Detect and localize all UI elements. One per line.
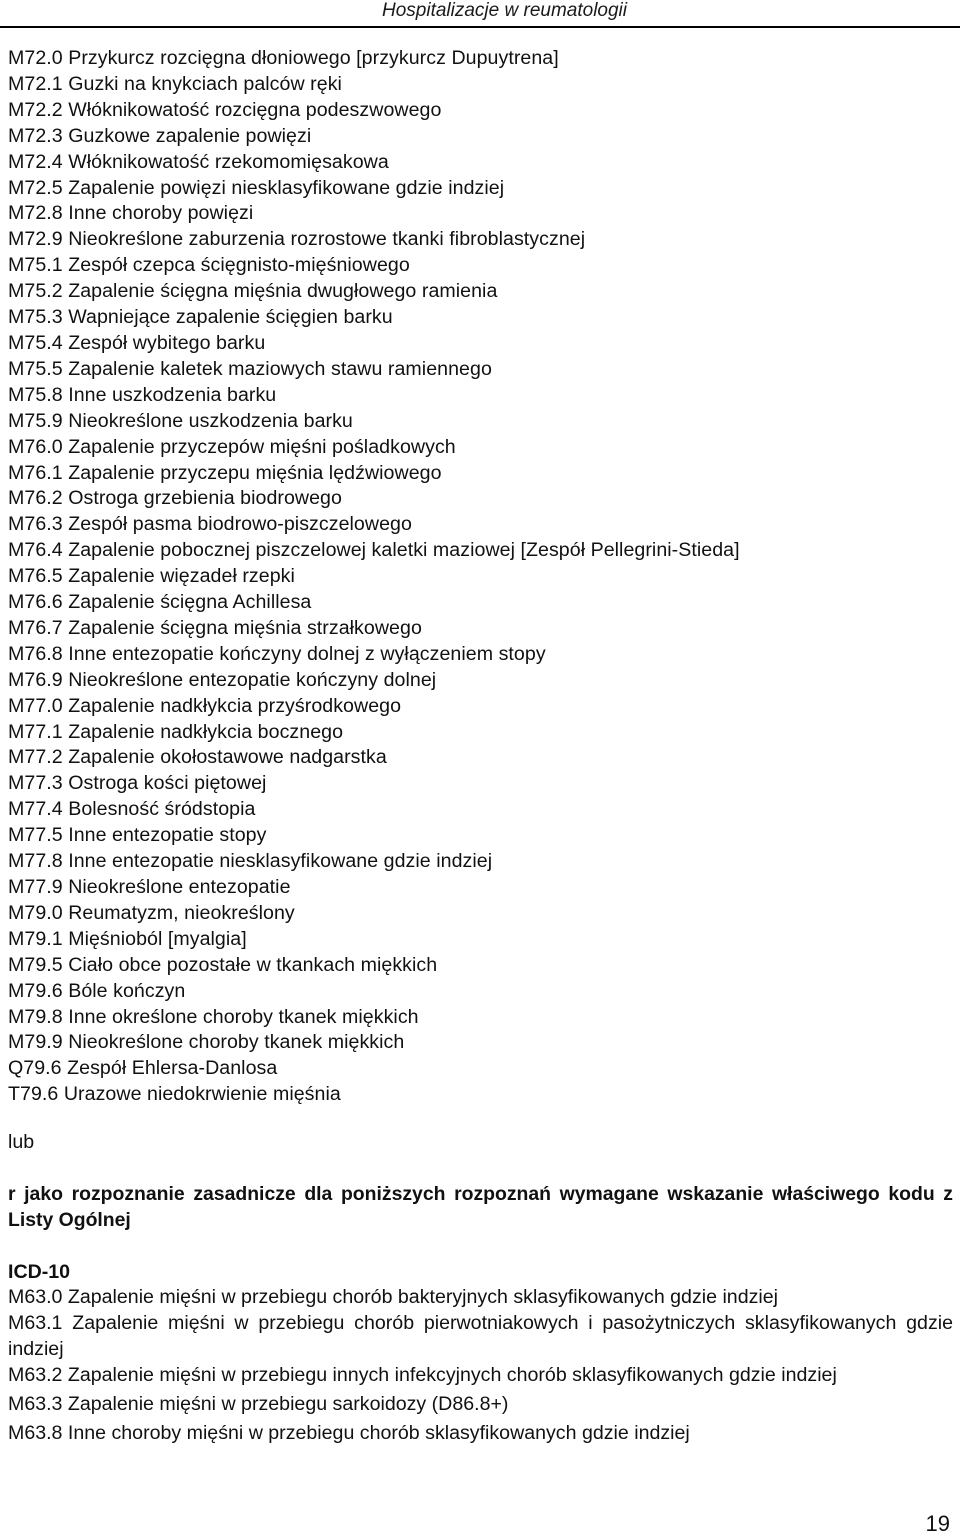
- code-item: M72.1 Guzki na knykciach palców ręki: [8, 72, 342, 95]
- code-item: M72.0 Przykurcz rozcięgna dłoniowego [przykurcz Dupuytrena]: [8, 47, 559, 69]
- page-number: 19: [925, 1511, 950, 1536]
- code-item: M76.1 Zapalenie przyczepu mięśnia lędźwiowego: [8, 461, 442, 484]
- code-item: M76.5 Zapalenie więzadeł rzepki: [8, 565, 295, 588]
- code-item: M75.1 Zespół czepca ścięgnisto-mięśniowego: [8, 254, 410, 277]
- code-item: M72.9 Nieokreślone zaburzenia rozrostowe tkanki fibroblastycznej: [8, 228, 586, 251]
- icd-item: M63.3 Zapalenie mięśni w przebiegu sarkoidozy (D86.8+): [8, 1392, 509, 1415]
- code-item: M76.2 Ostroga grzebienia biodrowego: [8, 487, 342, 510]
- code-item: M77.8 Inne entezopatie niesklasyfikowane gdzie indziej: [8, 850, 493, 873]
- section-title: ICD-10: [8, 1261, 71, 1283]
- icd-item: M63.0 Zapalenie mięśni w przebiegu chorób bakteryjnych sklasyfikowanych gdzie indziej: [8, 1286, 778, 1308]
- code-item: M79.9 Nieokreślone choroby tkanek miękkich: [8, 1031, 405, 1054]
- diagnosis-code-list: [8, 46, 953, 1108]
- code-item: M75.3 Wapniejące zapalenie ścięgien barku: [8, 306, 393, 329]
- code-item: M76.7 Zapalenie ścięgna mięśnia strzałkowego: [8, 616, 422, 639]
- code-item: M72.8 Inne choroby powięzi: [8, 202, 254, 225]
- code-item: M77.3 Ostroga kości piętowej: [8, 772, 267, 795]
- code-item: M76.4 Zapalenie pobocznej piszczelowej kaletki maziowej [Zespół Pellegrini-Stieda]: [8, 539, 740, 562]
- code-item: M76.3 Zespół pasma biodrowo-piszczelowego: [8, 513, 412, 536]
- code-item: M79.1 Mięśnioból [myalgia]: [8, 927, 247, 950]
- code-item: M76.0 Zapalenie przyczepów mięśni pośladkowych: [8, 435, 456, 458]
- code-item: M77.2 Zapalenie okołostawowe nadgarstka: [8, 746, 387, 769]
- code-item: M77.9 Nieokreślone entezopatie: [8, 876, 291, 898]
- icd-item: M63.2 Zapalenie mięśni w przebiegu innych infekcyjnych chorób sklasyfikowanych gdzie indziej: [8, 1363, 837, 1386]
- icd-code-list: [8, 1285, 953, 1446]
- code-item: M76.9 Nieokreślone entezopatie kończyny dolnej: [8, 668, 437, 691]
- code-item: M77.5 Inne entezopatie stopy: [8, 824, 267, 847]
- code-item: M75.8 Inne uszkodzenia barku: [8, 383, 277, 406]
- icd-item: M63.8 Inne choroby mięśni w przebiegu chorób sklasyfikowanych gdzie indziej: [8, 1421, 690, 1444]
- code-item: M75.2 Zapalenie ścięgna mięśnia dwugłowego ramienia: [8, 280, 498, 303]
- code-item: Q79.6 Zespół Ehlersa-Danlosa: [8, 1057, 278, 1080]
- code-item: M75.4 Zespół wybitego barku: [8, 331, 266, 354]
- code-item: M75.9 Nieokreślone uszkodzenia barku: [8, 409, 353, 432]
- code-item: M79.8 Inne określone choroby tkanek miękkich: [8, 1005, 419, 1028]
- connector-text: lub: [8, 1131, 35, 1153]
- code-item: M72.4 Włóknikowatość rzekomomięsakowa: [8, 150, 389, 173]
- header-divider: [0, 26, 960, 28]
- code-item: T79.6 Urazowe niedokrwienie mięśnia: [8, 1083, 341, 1106]
- code-item: M72.2 Włóknikowatość rozcięgna podeszwowego: [8, 98, 442, 121]
- icd-item: M63.1 Zapalenie mięśni w przebiegu chorób pierwotniakowych i pasożytniczych sklasyfikowanych gdzie indziej: [8, 1311, 953, 1360]
- code-item: M77.4 Bolesność śródstopia: [8, 798, 256, 821]
- code-item: M76.6 Zapalenie ścięgna Achillesa: [8, 591, 312, 614]
- code-item: M76.8 Inne entezopatie kończyny dolnej z wyłączeniem stopy: [8, 642, 546, 665]
- code-item: M72.5 Zapalenie powięzi niesklasyfikowane gdzie indziej: [8, 176, 505, 199]
- code-item: M79.6 Bóle kończyn: [8, 979, 186, 1002]
- code-item: M75.5 Zapalenie kaletek maziowych stawu ramiennego: [8, 357, 492, 380]
- bold-note: r jako rozpoznanie zasadnicze dla poniższych rozpoznań wymagane wskazanie właściwego kodu z Listy Ogólnej: [8, 1183, 953, 1231]
- code-item: M79.0 Reumatyzm, nieokreślony: [8, 901, 295, 924]
- code-item: M77.1 Zapalenie nadkłykcia bocznego: [8, 720, 344, 743]
- running-header: Hospitalizacje w reumatologii: [382, 0, 627, 21]
- code-item: M79.5 Ciało obce pozostałe w tkankach miękkich: [8, 953, 438, 976]
- code-item: M72.3 Guzkowe zapalenie powięzi: [8, 124, 312, 147]
- code-item: M77.0 Zapalenie nadkłykcia przyśrodkowego: [8, 694, 402, 717]
